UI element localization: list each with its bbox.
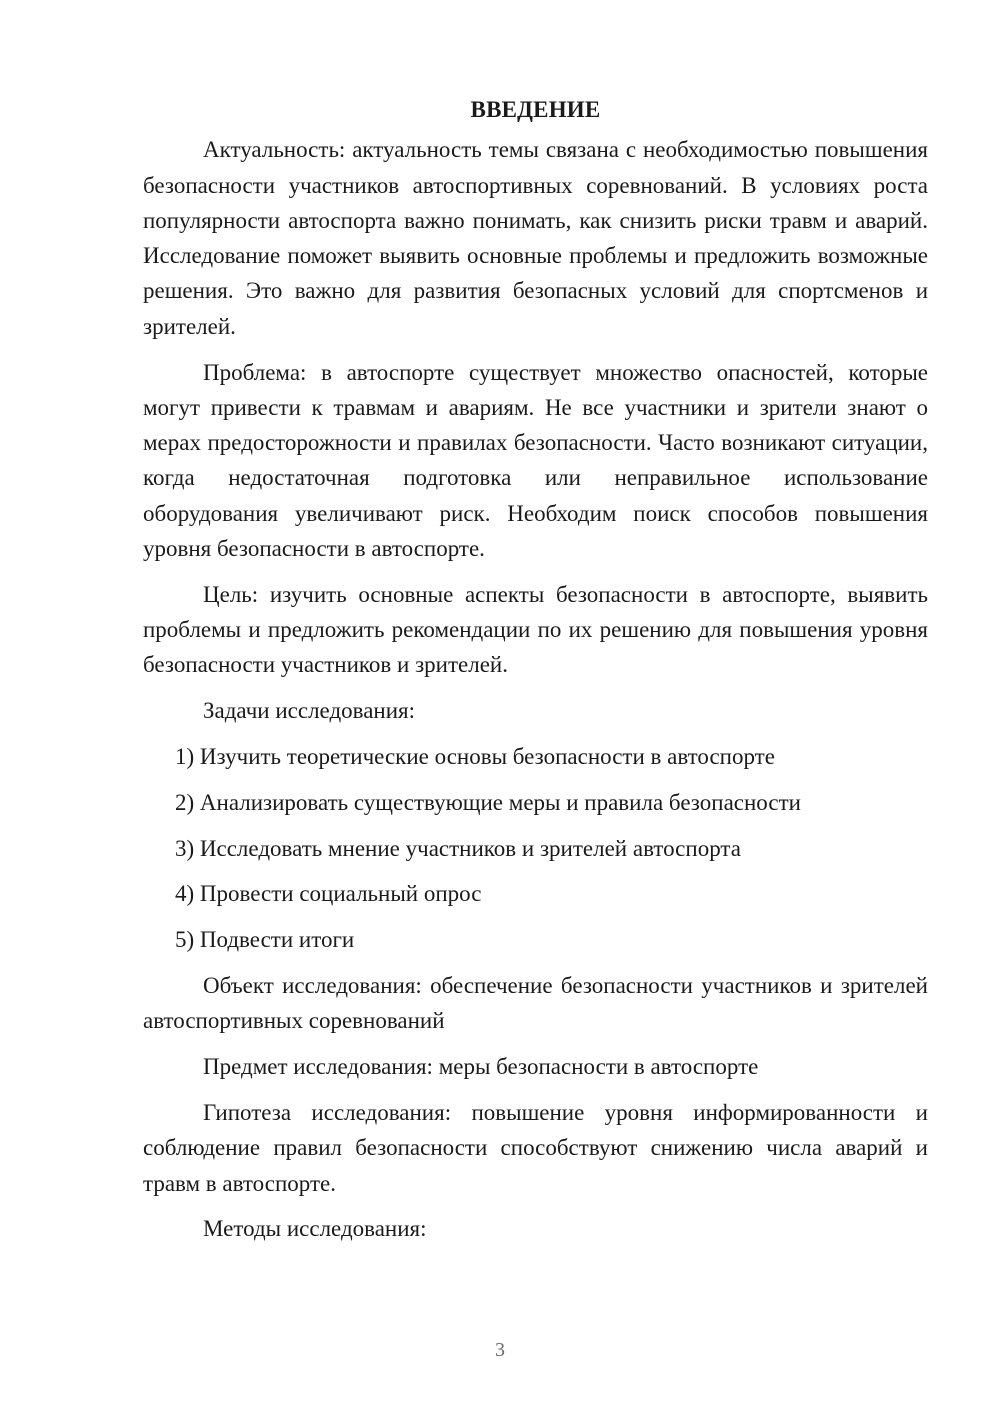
relevance-paragraph: Актуальность: актуальность темы связана с необходимостью повышения безопасности участников автоспортивных соревнований. В условиях роста популярности автоспорта важно понимать, как снизить риски травм и аварий. Исследование поможет выявить основные проблемы и предложить возможные решения. Это важно для развития безопасных условий для спортсменов и зрителей. xyxy=(143,137,928,339)
task-item-4: 4) Провести социальный опрос xyxy=(175,881,482,907)
task-item-1: 1) Изучить теоретические основы безопасности в автоспорте xyxy=(175,744,775,770)
task-item-2: 2) Анализировать существующие меры и правила безопасности xyxy=(175,789,801,815)
task-item-5: 5) Подвести итоги xyxy=(175,927,355,953)
page-number: 3 xyxy=(495,1339,505,1361)
object-paragraph: Объект исследования: обеспечение безопасности участников и зрителей автоспортивных соревнований xyxy=(143,973,928,1034)
methods-heading: Методы исследования: xyxy=(203,1216,427,1242)
tasks-heading: Задачи исследования: xyxy=(203,698,416,724)
hypothesis-paragraph: Гипотеза исследования: повышение уровня информированности и соблюдение правил безопасности способствуют снижению числа аварий и травм в автоспорте. xyxy=(143,1099,928,1196)
goal-paragraph: Цель: изучить основные аспекты безопасности в автоспорте, выявить проблемы и предложить рекомендации по их решению для повышения уровня безопасности участников и зрителей. xyxy=(143,581,928,678)
task-item-3: 3) Исследовать мнение участников и зрителей автоспорта xyxy=(175,835,741,861)
section-title: ВВЕДЕНИЕ xyxy=(470,97,601,122)
page-content xyxy=(143,92,928,1247)
subject-paragraph: Предмет исследования: меры безопасности в автоспорте xyxy=(203,1054,759,1080)
problem-paragraph: Проблема: в автоспорте существует множество опасностей, которые могут привести к травмам и авариям. Не все участники и зрители знают о мерах предосторожности и правилах безопасности. Часто возникают ситуации, когда недостаточная подготовка или неправильное использование оборудования увеличивают риск. Необходим поиск способов повышения уровня безопасности в автоспорте. xyxy=(143,359,928,562)
